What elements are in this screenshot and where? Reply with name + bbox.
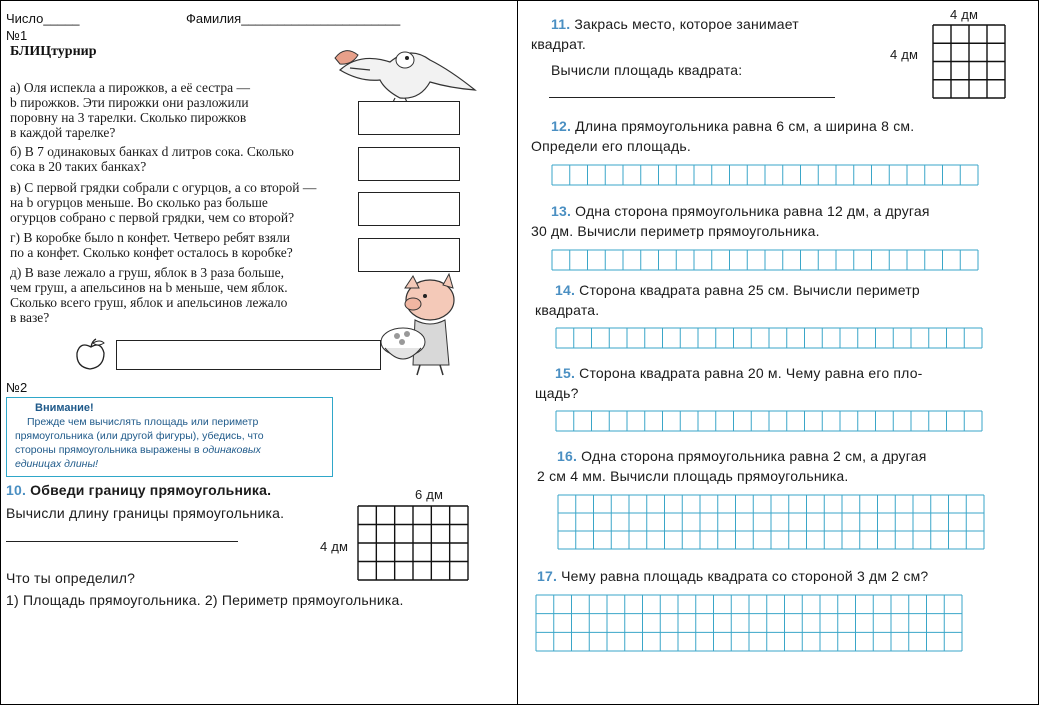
task14-line2: квадрата. bbox=[535, 302, 600, 318]
task11-dim-side: 4 дм bbox=[890, 47, 919, 62]
column-divider bbox=[517, 0, 518, 705]
task11-dim-top: 4 дм bbox=[950, 7, 979, 22]
problem-b: б) В 7 одинаковых банках d литров сока. Сколько сока в 20 таких банках? bbox=[10, 144, 294, 174]
task14-answer-cells[interactable] bbox=[555, 327, 983, 349]
note-line: прямоугольника (или другой фигуры), убедись, что bbox=[15, 430, 264, 442]
task11-line3: Вычисли площадь квадрата: bbox=[551, 62, 743, 78]
task10-dim-side: 4 дм bbox=[320, 539, 349, 554]
note-line: Прежде чем вычислять площадь или периметр bbox=[27, 416, 259, 428]
surname-label: Фамилия______________________ bbox=[186, 11, 401, 26]
answer-box-a[interactable] bbox=[358, 101, 460, 135]
task10-answer-line[interactable] bbox=[6, 541, 238, 542]
task10-question: Что ты определил? bbox=[6, 570, 136, 586]
task12-line1: 12. Длина прямоугольника равна 6 см, а ширина 8 см. bbox=[551, 118, 915, 134]
note-title: Внимание! bbox=[35, 402, 94, 414]
task14-line1: 14. Сторона квадрата равна 25 см. Вычисли периметр bbox=[555, 282, 920, 298]
task11-line2: квадрат. bbox=[531, 36, 586, 52]
task10-grid[interactable] bbox=[357, 505, 469, 581]
task13-line2: 30 дм. Вычисли периметр прямоугольника. bbox=[531, 223, 820, 239]
task13-line1: 13. Одна сторона прямоугольника равна 12 дм, а другая bbox=[551, 203, 930, 219]
problem-a: а) Оля испекла a пирожков, а её сестра — b пирожков. Эти пирожки они разложили поровну на 3 тарелки. Сколько пирожков в каждой тарелке? bbox=[10, 80, 250, 140]
apple-icon bbox=[72, 337, 110, 371]
problem-d: д) В вазе лежало a груш, яблок в 3 раза больше, чем груш, а апельсинов на b меньше, чем яблок. Сколько всего груш, яблок и апельсинов лежало в вазе? bbox=[10, 265, 288, 325]
task17-answer-cells[interactable] bbox=[535, 594, 963, 652]
task10-options: 1) Площадь прямоугольника. 2) Периметр прямоугольника. bbox=[6, 592, 404, 608]
task10-dim-top: 6 дм bbox=[415, 487, 444, 502]
task17-line1: 17. Чему равна площадь квадрата со стороной 3 дм 2 см? bbox=[537, 568, 929, 584]
date-label: Число_____ bbox=[6, 11, 80, 26]
problem-g: г) В коробке было n конфет. Четверо ребят взяли по a конфет. Сколько конфет осталось в коробке? bbox=[10, 230, 293, 260]
pig-icon bbox=[375, 270, 475, 378]
section2-label: №2 bbox=[6, 380, 28, 395]
task15-line2: щадь? bbox=[535, 385, 579, 401]
attention-note bbox=[6, 397, 333, 477]
note-line: единицах длины! bbox=[15, 458, 99, 470]
task16-answer-cells[interactable] bbox=[557, 494, 985, 550]
section1-label: №1 bbox=[6, 28, 28, 43]
blitz-title: БЛИЦтурнир bbox=[10, 44, 97, 59]
task12-answer-cells[interactable] bbox=[551, 164, 979, 186]
answer-box-v[interactable] bbox=[358, 192, 460, 226]
task12-line2: Определи его площадь. bbox=[531, 138, 691, 154]
note-line: стороны прямоугольника выражены в одинаковых bbox=[15, 444, 261, 456]
task10-line1: 10. Обведи границу прямоугольника. bbox=[6, 482, 272, 498]
task13-answer-cells[interactable] bbox=[551, 249, 979, 271]
task15-line1: 15. Сторона квадрата равна 20 м. Чему равна его пло- bbox=[555, 365, 923, 381]
task16-line2: 2 см 4 мм. Вычисли площадь прямоугольника. bbox=[537, 468, 849, 484]
task11-grid[interactable] bbox=[932, 24, 1006, 99]
answer-box-d[interactable] bbox=[116, 340, 381, 370]
answer-box-b[interactable] bbox=[358, 147, 460, 181]
task10-line2: Вычисли длину границы прямоугольника. bbox=[6, 505, 285, 521]
task15-answer-cells[interactable] bbox=[555, 410, 983, 432]
task11-answer-line[interactable] bbox=[549, 97, 835, 98]
task11-line1: 11. Закрась место, которое занимает bbox=[551, 16, 799, 32]
answer-box-g[interactable] bbox=[358, 238, 460, 272]
problem-v: в) С первой грядки собрали c огурцов, а со второй — на b огурцов меньше. Во сколько раз больше огурцов собрано с первой грядки, чем со второй? bbox=[10, 180, 317, 225]
task16-line1: 16. Одна сторона прямоугольника равна 2 см, а другая bbox=[557, 448, 927, 464]
